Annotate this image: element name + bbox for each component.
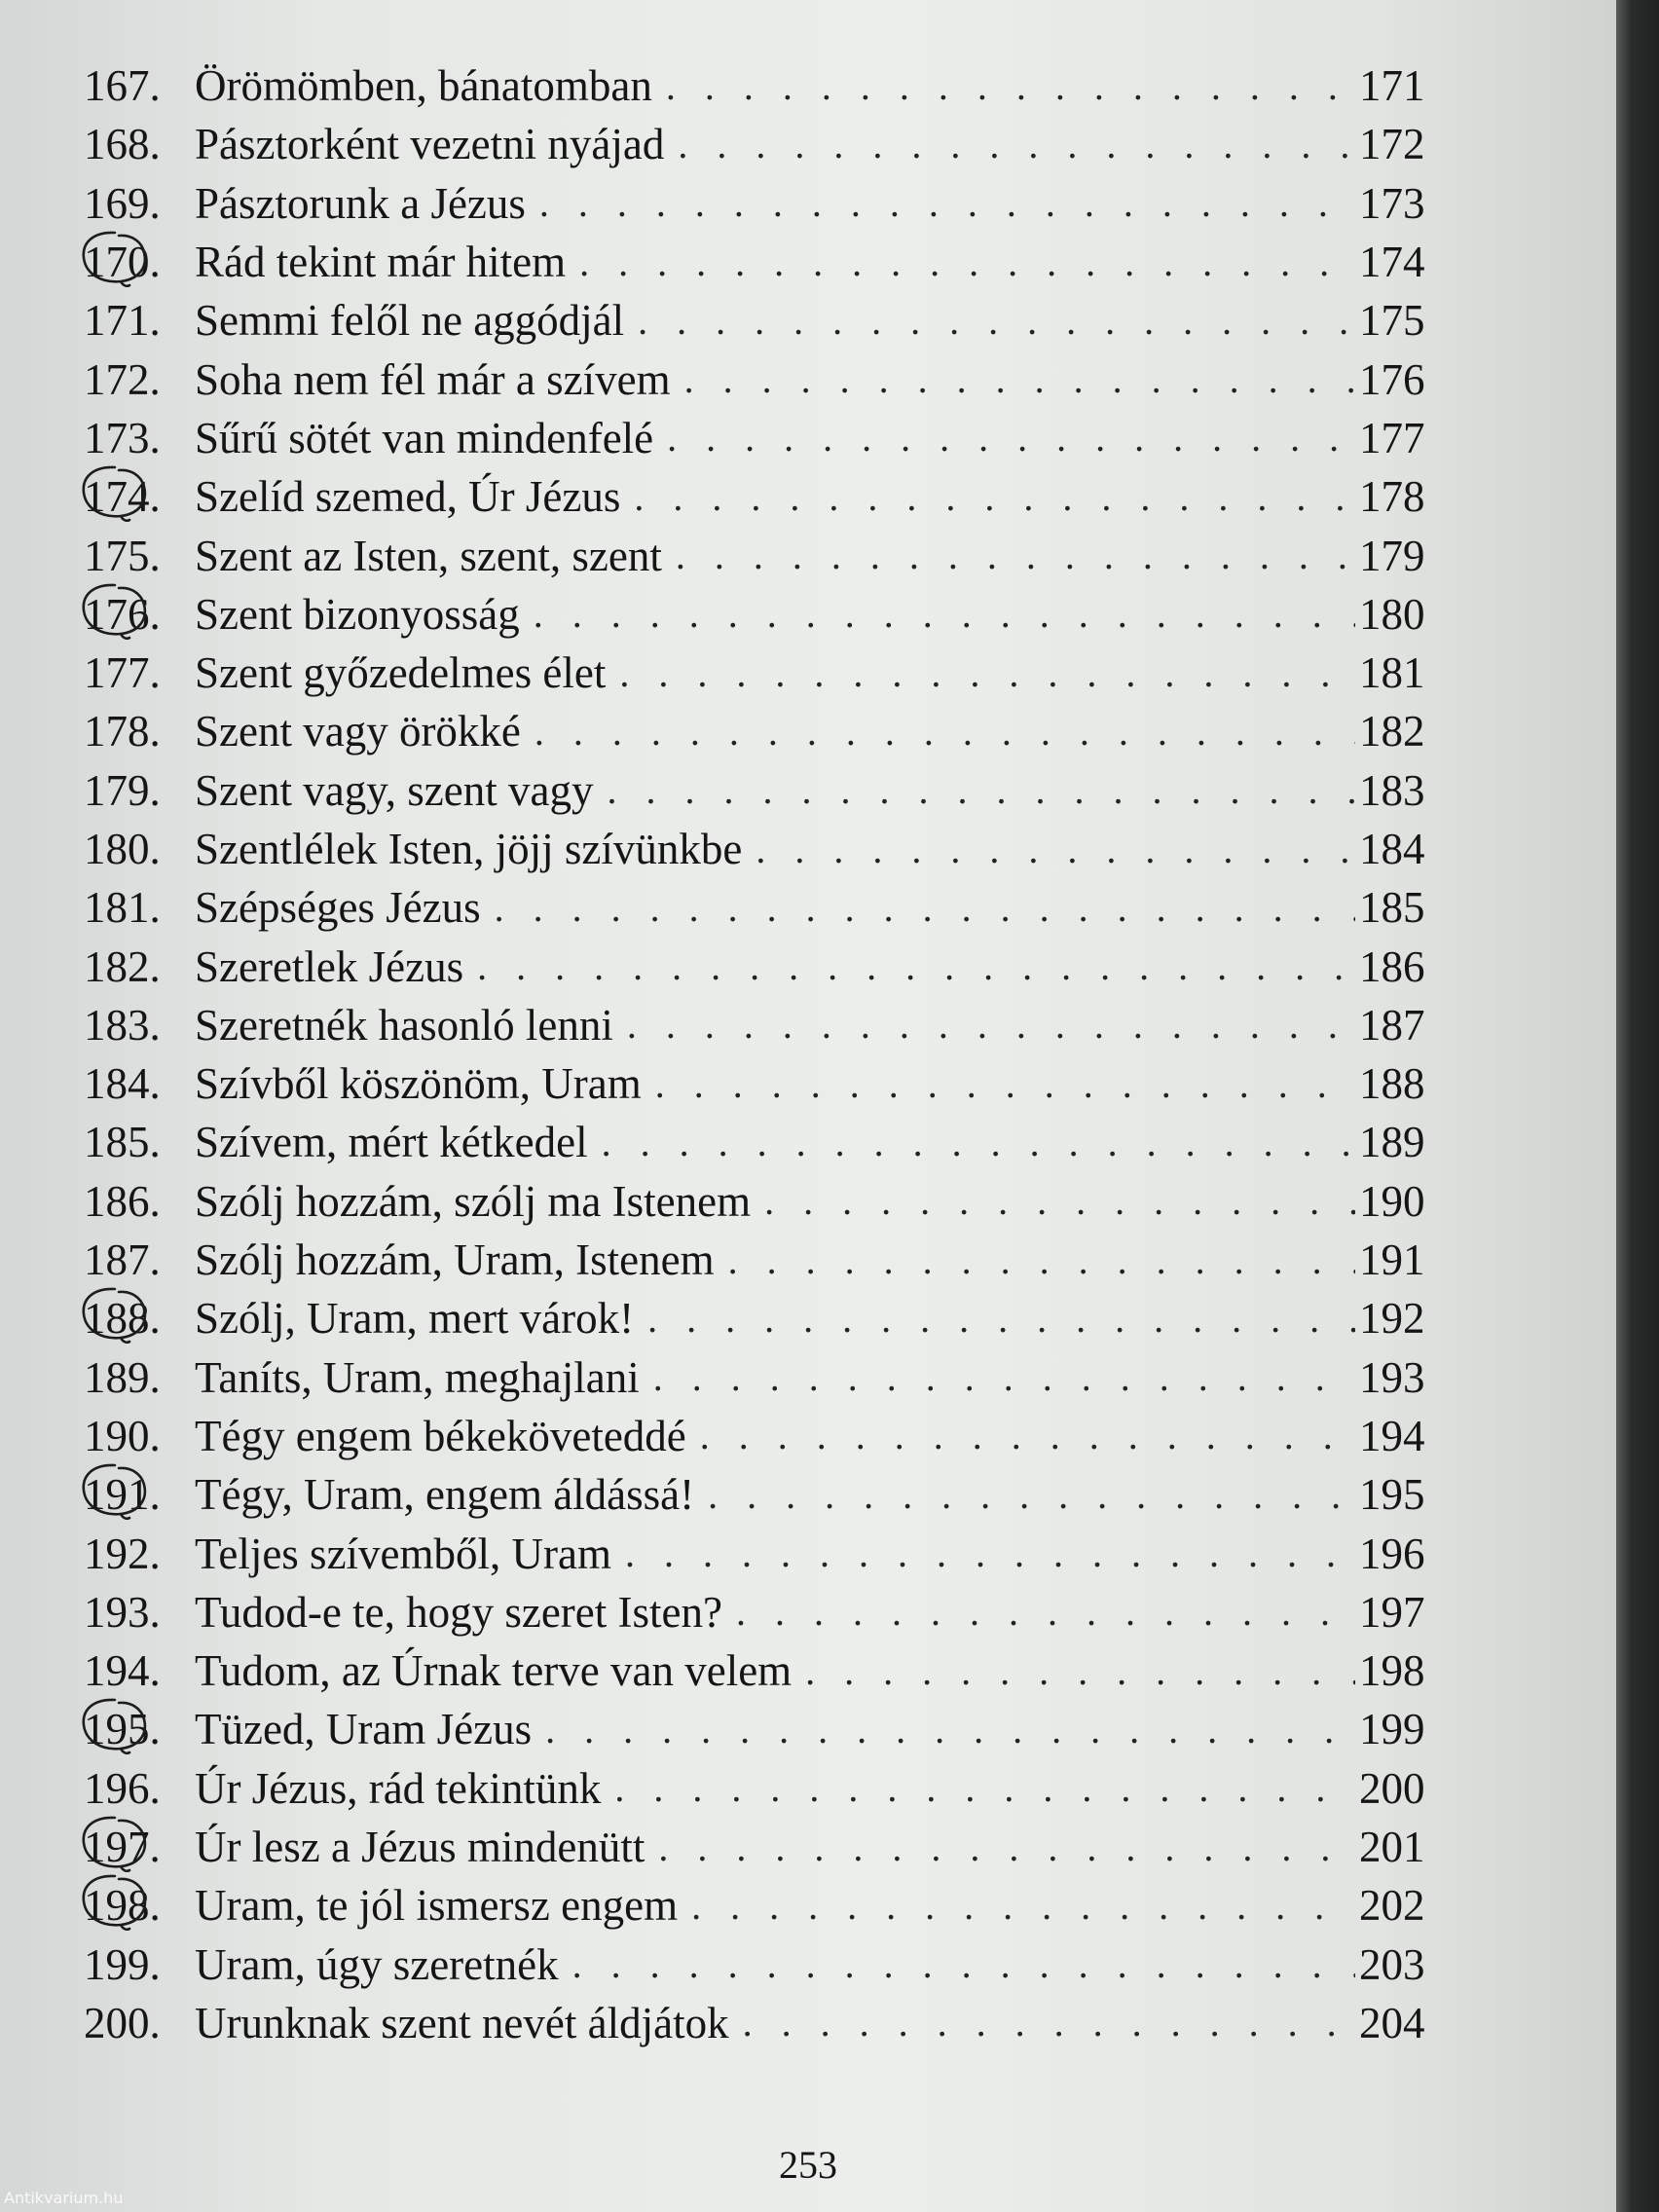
- toc-entry: [84, 761, 1427, 820]
- entry-number: 188.: [84, 1294, 161, 1344]
- entry-number: 189.: [84, 1352, 161, 1402]
- dot-leader: [756, 827, 1355, 872]
- entry-title: Pásztorunk a Jézus: [195, 178, 526, 228]
- entry-title: Szeretlek Jézus: [195, 941, 464, 991]
- entry-title: Urunknak szent nevét áldjátok: [195, 1998, 729, 2047]
- entry-page: 201: [1359, 1823, 1425, 1872]
- dot-leader: [658, 1825, 1355, 1870]
- dot-leader: [667, 415, 1355, 461]
- page-edge: [1616, 0, 1659, 2212]
- entry-page: 200: [1359, 1763, 1425, 1813]
- entry-page: 180: [1359, 589, 1425, 639]
- dot-leader: [655, 1061, 1355, 1107]
- entry-page: 187: [1359, 1000, 1425, 1050]
- entry-page: 189: [1359, 1118, 1425, 1167]
- toc-entry: [84, 174, 1427, 233]
- entry-number: 174.: [84, 472, 161, 522]
- entry-page: 184: [1359, 825, 1425, 873]
- entry-title: Szentlélek Isten, jöjj szívünkbe: [195, 825, 743, 873]
- dot-leader: [676, 533, 1355, 578]
- entry-title: Úr Jézus, rád tekintünk: [195, 1763, 602, 1813]
- entry-page: 178: [1359, 472, 1425, 522]
- entry-title: Tudom, az Úrnak terve van velem: [195, 1646, 793, 1696]
- entry-page: 179: [1359, 531, 1425, 580]
- dot-leader: [764, 1178, 1355, 1224]
- entry-number: 177.: [84, 648, 161, 698]
- entry-title: Szólj hozzám, szólj ma Istenem: [195, 1176, 752, 1226]
- toc-entry: [84, 467, 1427, 526]
- entry-page: 177: [1359, 413, 1425, 462]
- entry-title: Örömömben, bánatomban: [195, 61, 652, 111]
- entry-page: 193: [1359, 1352, 1425, 1402]
- entry-page: 183: [1359, 765, 1425, 815]
- entry-title: Szívből köszönöm, Uram: [195, 1059, 642, 1109]
- entry-page: 196: [1359, 1529, 1425, 1578]
- entry-page: 182: [1359, 707, 1425, 756]
- dot-leader: [743, 2000, 1355, 2046]
- entry-number: 175.: [84, 531, 161, 580]
- entry-number: 176.: [84, 589, 161, 639]
- entry-number: 195.: [84, 1705, 161, 1754]
- entry-number: 190.: [84, 1411, 161, 1460]
- entry-title: Teljes szívemből, Uram: [195, 1529, 611, 1578]
- entry-number: 178.: [84, 707, 161, 756]
- entry-page: 172: [1359, 120, 1425, 169]
- toc-entry: [84, 820, 1427, 878]
- toc-entry: [84, 1524, 1427, 1582]
- dot-leader: [805, 1648, 1355, 1694]
- entry-page: 181: [1359, 648, 1425, 698]
- entry-title: Uram, úgy szeretnék: [195, 1939, 559, 1989]
- entry-number: 194.: [84, 1646, 161, 1696]
- toc-entry: [84, 1348, 1427, 1407]
- entry-title: Soha nem fél már a szívem: [195, 354, 671, 404]
- toc-entry: [84, 291, 1427, 350]
- entry-page: 188: [1359, 1059, 1425, 1109]
- entry-number: 172.: [84, 354, 161, 404]
- entry-page: 173: [1359, 178, 1425, 228]
- entry-page: 192: [1359, 1294, 1425, 1344]
- entry-page: 204: [1359, 1998, 1425, 2047]
- toc-entry: [84, 1641, 1427, 1700]
- entry-number: 199.: [84, 1939, 161, 1989]
- entry-number: 169.: [84, 178, 161, 228]
- dot-leader: [728, 1237, 1355, 1283]
- entry-title: Úr lesz a Jézus mindenütt: [195, 1823, 645, 1872]
- dot-leader: [708, 1472, 1355, 1518]
- dot-leader: [534, 591, 1355, 637]
- entry-title: Szépséges Jézus: [195, 883, 481, 933]
- entry-title: Tégy engem békeköveteddé: [195, 1411, 686, 1460]
- dot-leader: [619, 650, 1355, 696]
- entry-number: 184.: [84, 1059, 161, 1109]
- entry-number: 183.: [84, 1000, 161, 1050]
- entry-number: 171.: [84, 296, 161, 346]
- toc-entry: [84, 1465, 1427, 1524]
- entry-title: Szeretnék hasonló lenni: [195, 1000, 613, 1050]
- dot-leader: [647, 1296, 1355, 1342]
- entry-page: 171: [1359, 61, 1425, 111]
- entry-number: 167.: [84, 61, 161, 111]
- toc-entry: [84, 996, 1427, 1054]
- toc-entry: [84, 1818, 1427, 1876]
- entry-number: 180.: [84, 825, 161, 873]
- entry-number: 173.: [84, 413, 161, 462]
- entry-title: Szent az Isten, szent, szent: [195, 531, 662, 580]
- entry-page: 202: [1359, 1881, 1425, 1931]
- entry-number: 196.: [84, 1763, 161, 1813]
- entry-number: 185.: [84, 1118, 161, 1167]
- toc-entry: [84, 1994, 1427, 2052]
- dot-leader: [495, 885, 1355, 931]
- dot-leader: [691, 1883, 1355, 1929]
- toc-entry: [84, 1172, 1427, 1231]
- toc-entry: [84, 878, 1427, 937]
- toc-entry: [84, 1113, 1427, 1171]
- entry-number: 187.: [84, 1235, 161, 1285]
- toc-entry: [84, 1700, 1427, 1758]
- dot-leader: [614, 1765, 1355, 1811]
- entry-page: 195: [1359, 1470, 1425, 1520]
- toc-entry: [84, 1759, 1427, 1818]
- entry-page: 191: [1359, 1235, 1425, 1285]
- entry-title: Semmi felől ne aggódjál: [195, 296, 625, 346]
- toc-entry: [84, 937, 1427, 995]
- entry-title: Szent vagy, szent vagy: [195, 765, 594, 815]
- toc-entry: [84, 56, 1427, 115]
- entry-title: Rád tekint már hitem: [195, 238, 567, 287]
- dot-leader: [666, 63, 1355, 109]
- dot-leader: [634, 474, 1355, 520]
- entry-number: 192.: [84, 1529, 161, 1578]
- dot-leader: [535, 709, 1355, 755]
- entry-page: 198: [1359, 1646, 1425, 1696]
- entry-number: 197.: [84, 1823, 161, 1872]
- dot-leader: [736, 1589, 1355, 1635]
- entry-title: Pásztorként vezetni nyájad: [195, 120, 665, 169]
- entry-page: 186: [1359, 941, 1425, 991]
- toc-entry: [84, 644, 1427, 702]
- entry-title: Tüzed, Uram Jézus: [195, 1705, 533, 1754]
- toc-entry: [84, 115, 1427, 173]
- dot-leader: [572, 1941, 1355, 1987]
- entry-title: Taníts, Uram, meghajlani: [195, 1352, 640, 1402]
- entry-number: 200.: [84, 1998, 161, 2047]
- dot-leader: [545, 1707, 1355, 1752]
- toc-entry: [84, 1936, 1427, 1994]
- dot-leader: [539, 180, 1355, 226]
- dot-leader: [678, 122, 1355, 167]
- dot-leader: [607, 767, 1355, 813]
- toc-entry: [84, 702, 1427, 760]
- entry-title: Szelíd szemed, Úr Jézus: [195, 472, 621, 522]
- entry-page: 185: [1359, 883, 1425, 933]
- toc-entry: [84, 1876, 1427, 1935]
- entry-page: 176: [1359, 354, 1425, 404]
- toc-entry: [84, 1583, 1427, 1641]
- entry-title: Tégy, Uram, engem áldássá!: [195, 1470, 695, 1520]
- page-number: 253: [779, 2143, 837, 2187]
- toc-entry: [84, 1231, 1427, 1289]
- toc-entry: [84, 233, 1427, 291]
- entry-number: 186.: [84, 1176, 161, 1226]
- toc-entry: [84, 1054, 1427, 1113]
- entry-number: 181.: [84, 883, 161, 933]
- entry-page: 174: [1359, 238, 1425, 287]
- toc-entry: [84, 1407, 1427, 1465]
- entry-page: 194: [1359, 1411, 1425, 1460]
- entry-title: Szent bizonyosság: [195, 589, 520, 639]
- dot-leader: [602, 1120, 1355, 1165]
- toc-entry: [84, 585, 1427, 644]
- entry-title: Szívem, mért kétkedel: [195, 1118, 588, 1167]
- dot-leader: [684, 356, 1355, 402]
- entry-page: 190: [1359, 1176, 1425, 1226]
- entry-title: Tudod-e te, hogy szeret Isten?: [195, 1587, 722, 1637]
- entry-number: 191.: [84, 1470, 161, 1520]
- entry-title: Sűrű sötét van mindenfelé: [195, 413, 654, 462]
- entry-page: 197: [1359, 1587, 1425, 1637]
- entry-page: 175: [1359, 296, 1425, 346]
- entry-page: 199: [1359, 1705, 1425, 1754]
- dot-leader: [653, 1354, 1355, 1400]
- toc-entry: [84, 1289, 1427, 1347]
- entry-number: 168.: [84, 120, 161, 169]
- entry-number: 179.: [84, 765, 161, 815]
- entry-title: Szent vagy örökké: [195, 707, 521, 756]
- watermark: Antikvarium.hu: [4, 2189, 124, 2207]
- entry-page: 203: [1359, 1939, 1425, 1989]
- toc-entry: [84, 409, 1427, 467]
- entry-number: 198.: [84, 1881, 161, 1931]
- dot-leader: [638, 298, 1355, 344]
- entry-number: 170.: [84, 238, 161, 287]
- entry-title: Szólj hozzám, Uram, Istenem: [195, 1235, 715, 1285]
- entry-number: 193.: [84, 1587, 161, 1637]
- dot-leader: [700, 1413, 1355, 1458]
- entry-title: Szent győzedelmes élet: [195, 648, 607, 698]
- dot-leader: [477, 943, 1355, 989]
- toc-entry: [84, 526, 1427, 584]
- entry-title: Uram, te jól ismersz engem: [195, 1881, 679, 1931]
- entry-title: Szólj, Uram, mert várok!: [195, 1294, 635, 1344]
- toc-entry: [84, 350, 1427, 408]
- entry-number: 182.: [84, 941, 161, 991]
- table-of-contents: [84, 56, 1427, 2052]
- dot-leader: [625, 1530, 1355, 1576]
- dot-leader: [579, 240, 1355, 285]
- dot-leader: [627, 1002, 1355, 1048]
